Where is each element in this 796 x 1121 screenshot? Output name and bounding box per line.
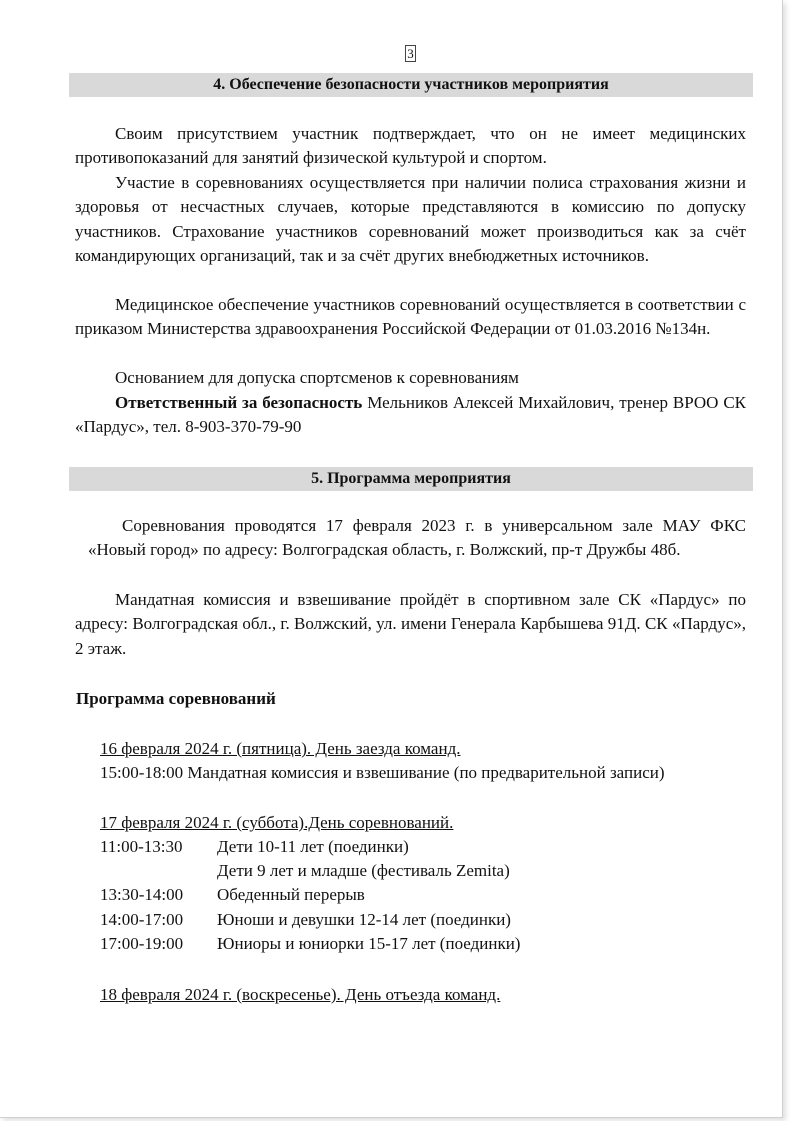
section-5-heading: 5. Программа мероприятия [69,467,753,491]
schedule-event: Дети 10-11 лет (поединки) [217,837,409,856]
schedule-event: Юниоры и юниорки 15-17 лет (поединки) [217,934,521,953]
section-4-paragraph-2: Участие в соревнованиях осуществляется при наличии полиса страхования жизни и здоровья от несчастных случаев, которые представляются в комиссию по допуску участников. Страхование участников соревнований может производиться как за счёт командирующих организаций, так и за счёт других внебюджетных источников. [75,173,746,265]
section-4-responsible [75,391,746,440]
schedule-event: Юноши и девушки 12-14 лет (поединки) [217,910,511,929]
responsible-details: Мельников Алексей Михайлович, тренер ВРОО СК «Пардус», тел. 8-903-370-79-90 [75,393,747,437]
schedule-event: Дети 9 лет и младше (фестиваль Zemita) [217,861,510,880]
day-3-title: 18 февраля 2024 г. (воскресенье). День отъезда команд. [100,985,501,1004]
schedule-event: Обеденный перерыв [217,885,365,904]
section-4-paragraph-4: Основанием для допуска спортсменов к соревнованиям [115,368,519,387]
program-title: Программа соревнований [76,689,276,708]
page-number: 3 [405,45,416,62]
section-5-paragraph-1: Соревнования проводятся 17 февраля 2023 г. в универсальном зале МАУ ФКС «Новый город» по адресу: Волгоградская область, г. Волжский, пр-т Дружбы 48б. [88,516,746,560]
responsible-label: Ответственный за безопасность [115,393,363,412]
schedule-time: 17:00-19:00 [100,934,184,953]
day-2-title: 17 февраля 2024 г. (суббота).День соревнований. [100,813,454,832]
section-4-paragraph-1: Своим присутствием участник подтверждает, что он не имеет медицинских противопоказаний для занятий физической культурой и спортом. [75,124,746,168]
day-1-line: 15:00-18:00 Мандатная комиссия и взвешивание (по предварительной записи) [100,763,665,782]
section-4-heading: 4. Обеспечение безопасности участников мероприятия [69,73,753,97]
schedule-time: 11:00-13:30 [100,837,183,856]
schedule-time: 14:00-17:00 [100,910,184,929]
schedule-time: 13:30-14:00 [100,885,184,904]
section-4-paragraph-3: Медицинское обеспечение участников соревнований осуществляется в соответствии с приказом Министерства здравоохранения Российской Федерации от 01.03.2016 №134н. [75,295,746,339]
day-1-title: 16 февраля 2024 г. (пятница). День заезда команд. [100,739,461,758]
section-5-paragraph-2: Мандатная комиссия и взвешивание пройдёт в спортивном зале СК «Пардус» по адресу: Волгоградская обл., г. Волжский, ул. имени Генерала Карбышева 91Д. СК «Пардус», 2 этаж. [75,590,746,658]
